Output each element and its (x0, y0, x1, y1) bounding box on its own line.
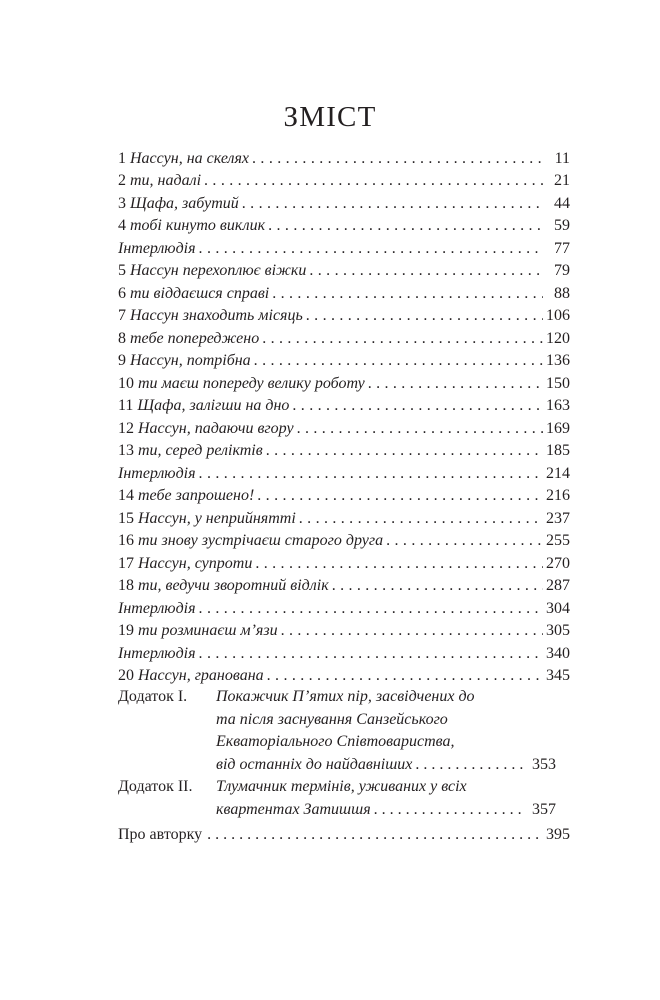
table-of-contents (118, 146, 570, 845)
toc-entry (118, 439, 570, 462)
chapter-title: Нассун, у неприйнятті (138, 509, 296, 527)
chapter-number: 11 (118, 397, 134, 414)
chapter-number: 6 (118, 284, 126, 302)
toc-entry (118, 304, 570, 327)
chapter-title: ти знову зустрічаєш старого друга (138, 532, 384, 549)
dot-leader (262, 329, 543, 349)
page-number: 270 (546, 554, 570, 572)
chapter-number: 8 (118, 329, 126, 347)
chapter-title: ти маєш попереду велику роботу (138, 374, 365, 392)
chapter-title: Нассун перехоплює віжки (130, 262, 307, 279)
dot-leader (199, 239, 543, 259)
dot-leader (255, 554, 543, 574)
appendix-title-line: квартентах Затишшя (216, 800, 371, 818)
about-label: Про авторку (118, 826, 203, 843)
chapter-title: тобі кинуто виклик (130, 217, 266, 234)
chapter-title: ти віддаєшся справі (130, 284, 270, 302)
dot-leader (254, 351, 543, 371)
chapter-title: Нассун знаходить місяць (130, 307, 303, 324)
toc-entry (118, 259, 570, 282)
page-number: 44 (554, 194, 570, 212)
dot-leader (199, 599, 543, 619)
appendix-title (216, 776, 556, 821)
page-number: 353 (532, 755, 556, 773)
chapter-number: 5 (118, 262, 126, 279)
page-number: 21 (554, 172, 570, 189)
chapter-title: Щафа, забутий (130, 194, 239, 212)
appendix-title-line: та після заснування Санзейського (216, 710, 448, 728)
page-number: 287 (546, 577, 570, 594)
toc-entry (118, 619, 570, 642)
appendix-title (216, 686, 556, 776)
toc-entry (118, 641, 570, 664)
chapter-number: 2 (118, 172, 126, 189)
page-number: 136 (546, 352, 570, 369)
toc-entry (118, 169, 570, 192)
appendix-title-line: Покажчик П’ятих пір, засвідчених до (216, 688, 475, 705)
dot-leader (292, 396, 543, 416)
dot-leader (242, 194, 543, 214)
appendix-title-line: від останніх до найдавніших (216, 755, 413, 773)
dot-leader (199, 644, 543, 664)
dot-leader (281, 621, 543, 641)
dot-leader (199, 464, 543, 484)
chapter-title: Нассун, гранована (138, 667, 264, 684)
chapter-title: ти, надалі (130, 172, 202, 189)
page-number: 120 (546, 329, 570, 347)
chapter-title: ти розминаєш м’язи (138, 622, 278, 639)
toc-entry (118, 236, 570, 259)
page-number: 214 (546, 464, 570, 482)
dot-leader (204, 171, 543, 191)
page-number: 340 (546, 644, 570, 662)
appendix-title-last-line (216, 754, 556, 777)
toc-entries (118, 146, 570, 686)
toc-entry (118, 484, 570, 507)
page-number: 304 (546, 599, 570, 617)
chapter-number: 20 (118, 667, 134, 684)
dot-leader (252, 149, 543, 169)
chapter-title: Інтерлюдія (118, 644, 196, 662)
chapter-title: Нассун, на скелях (130, 149, 250, 167)
page-number: 77 (554, 239, 570, 257)
toc-entry (118, 371, 570, 394)
toc-entry (118, 281, 570, 304)
toc-entry (118, 416, 570, 439)
toc-entry (118, 596, 570, 619)
dot-leader (266, 441, 543, 461)
chapter-number: 12 (118, 419, 134, 437)
toc-entry (118, 146, 570, 169)
chapter-number: 3 (118, 194, 126, 212)
appendix-label: Додаток ІІ. (118, 778, 193, 795)
chapter-number: 17 (118, 554, 134, 572)
dot-leader (309, 261, 543, 281)
appendix-title-line: Тлумачник термінів, уживаних у всіх (216, 778, 467, 795)
chapter-title: Інтерлюдія (118, 239, 196, 257)
chapter-title: Щафа, залігши на дно (137, 397, 290, 414)
page-number: 11 (554, 149, 570, 167)
toc-entry (118, 506, 570, 529)
appendix-title-line: Екваторіального Співтовариства, (216, 733, 455, 750)
toc-about-author (118, 821, 570, 845)
appendix-label: Додаток І. (118, 688, 188, 705)
chapter-title: ти, серед реліктів (138, 442, 263, 459)
page-number: 59 (554, 217, 570, 234)
dot-leader (386, 531, 543, 551)
page-number: 305 (546, 622, 570, 639)
page-number: 79 (554, 262, 570, 279)
toc-appendix (118, 686, 570, 776)
toc-entry (118, 326, 570, 349)
toc-entry (118, 529, 570, 552)
chapter-number: 10 (118, 374, 134, 392)
chapter-number: 16 (118, 532, 134, 549)
dot-leader (272, 284, 543, 304)
dot-leader (299, 509, 543, 529)
page-number: 185 (546, 442, 570, 459)
page-number: 163 (546, 397, 570, 414)
page-number: 150 (546, 374, 570, 392)
toc-appendices (118, 686, 570, 821)
chapter-title: тебе запрошено! (138, 487, 255, 504)
page-title: ЗМІСТ (283, 101, 377, 133)
page-number: 357 (532, 800, 556, 818)
dot-leader (207, 825, 541, 845)
chapter-number: 18 (118, 577, 134, 594)
toc-entry (118, 664, 570, 687)
page-number: 169 (546, 419, 570, 437)
toc-entry (118, 349, 570, 372)
chapter-title: ти, ведучи зворотний відлік (138, 577, 329, 594)
chapter-title: Нассун, потрібна (130, 352, 251, 369)
about-page: 395 (546, 826, 570, 843)
toc-entry (118, 394, 570, 417)
toc-entry (118, 574, 570, 597)
chapter-number: 14 (118, 487, 134, 504)
appendix-title-last-line (216, 799, 556, 822)
chapter-number: 13 (118, 442, 134, 459)
chapter-number: 19 (118, 622, 134, 639)
page-number: 216 (546, 487, 570, 504)
dot-leader (415, 756, 523, 776)
page-number: 255 (546, 532, 570, 549)
dot-leader (374, 801, 523, 821)
chapter-title: тебе попереджено (130, 329, 260, 347)
chapter-title: Нассун, падаючи вгору (138, 419, 294, 437)
chapter-number: 1 (118, 149, 126, 167)
page-number: 345 (546, 667, 570, 684)
chapter-number: 4 (118, 217, 126, 234)
chapter-number: 9 (118, 352, 126, 369)
chapter-title: Інтерлюдія (118, 599, 196, 617)
page-number: 88 (554, 284, 570, 302)
chapter-number: 7 (118, 307, 126, 324)
chapter-title: Нассун, супроти (138, 554, 253, 572)
dot-leader (267, 666, 543, 686)
toc-entry (118, 461, 570, 484)
chapter-title: Інтерлюдія (118, 464, 196, 482)
dot-leader (257, 486, 543, 506)
dot-leader (306, 306, 543, 326)
chapter-number: 15 (118, 509, 134, 527)
dot-leader (332, 576, 543, 596)
dot-leader (297, 419, 543, 439)
toc-entry (118, 214, 570, 237)
toc-entry (118, 191, 570, 214)
toc-entry (118, 551, 570, 574)
toc-appendix (118, 776, 570, 821)
page-number: 237 (546, 509, 570, 527)
dot-leader (368, 374, 543, 394)
page-number: 106 (546, 307, 570, 324)
dot-leader (268, 216, 543, 236)
